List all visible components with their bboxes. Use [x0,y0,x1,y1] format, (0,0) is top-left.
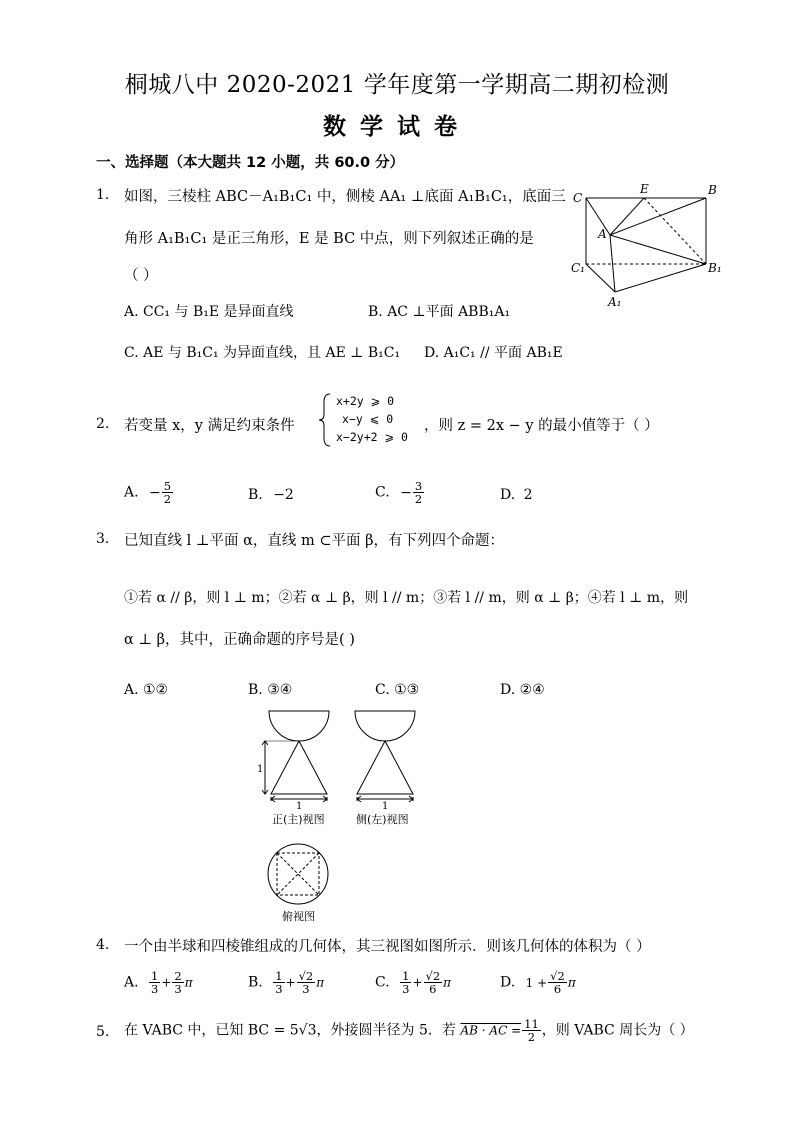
edge-ab [610,198,706,235]
question-3-option-b: B. ③④ [248,682,293,698]
front-hemisphere [269,711,329,741]
question-1-option-a: A. CC₁ 与 B₁E 是异面直线 [124,304,294,320]
edge-c1a1 [586,264,615,292]
question-4-option-b: B. $\frac{1}{3}$ + $\frac{√2}{3}$ π [248,969,325,997]
constraint-system [336,392,408,446]
document-title: 桐城八中 2020-2021 学年度第一学期高二期初检测 [124,72,670,98]
edge-ab1 [610,235,706,264]
question-2-tail: ，则 z = 2x − y 的最小值等于（ ） [424,418,659,434]
question-3-line-1: 已知直线 l ⊥平面 α，直线 m ⊂平面 β，有下列四个命题： [124,533,505,549]
question-2-lead: 若变量 x，y 满足约束条件 [124,418,295,434]
question-3-option-a: A. ①② [124,682,169,698]
constraint-1: x+2y ⩾ 0 [336,394,395,408]
side-hemisphere [355,711,415,741]
question-2-option-c: C. − $\frac{3}{2}$ [375,479,423,507]
question-3-option-d: D. ②④ [500,682,545,698]
question-3-line-2: ①若 α // β，则 l ⊥ m；②若 α ⊥ β，则 l // m；③若 l // m，则 α ⊥ β；④若 l ⊥ m，则 [124,590,689,606]
constraint-2: x−y ⩽ 0 [342,412,394,426]
question-1-line-2: 角形 A₁B₁C₁ 是正三角形，E 是 BC 中点，则下列叙述正确的是 [124,231,534,247]
section-heading: 一、选择题（本大题共 12 小题，共 60.0 分） [96,155,405,171]
document-subtitle: 数学试卷 [323,113,471,140]
question-1-option-c: C. AE 与 B₁C₁ 为异面直线，且 AE ⊥ B₁C₁ [124,345,401,361]
question-4-option-d: D. 1 + $\frac{√2}{6}$ π [500,969,576,997]
question-3-line-3: α ⊥ β，其中，正确命题的序号是( ) [124,632,355,648]
label-c: C [573,191,583,205]
side-width-label: 1 [382,801,389,812]
front-height-label: 1 [257,764,264,775]
side-view-caption: 侧(左)视图 [356,813,409,826]
label-a: A [598,227,607,241]
front-width-label: 1 [296,801,303,812]
question-5-line: 在 VABC 中，已知 BC = 5√3，外接圆半径为 5．若 AB · AC = $\frac{11}{2}$ ，则 VABC 周长为（ ） [124,1017,694,1045]
question-4-line-1: 一个由半球和四棱锥组成的几何体，其三视图如图所示．则该几何体的体积为（ ） [124,939,651,955]
question-1-line-1: 如图，三棱柱 ABC－A₁B₁C₁ 中，侧棱 AA₁ ⊥底面 A₁B₁C₁，底面三 [124,189,566,205]
question-2-option-d: D. 2 [500,487,533,503]
question-2-option-a: A. − $\frac{5}{2}$ [124,479,172,507]
question-5-number: 5. [96,1024,110,1040]
question-1-option-d: D. A₁C₁ // 平面 AB₁E [424,345,563,361]
prism-figure [570,180,730,315]
question-4-option-a: A. $\frac{1}{3}$ + $\frac{2}{3}$ π [124,969,193,997]
label-b: B [708,183,717,197]
question-3-option-c: C. ①③ [375,682,420,698]
question-4-number: 4. [96,937,110,953]
label-a1: A₁ [608,295,622,309]
question-2-number: 2. [96,416,110,432]
question-3-number: 3. [96,531,110,547]
label-b1: B₁ [708,261,722,275]
question-1-line-3: （ ） [124,268,158,284]
question-1-option-b: B. AC ⊥平面 ABB₁A₁ [368,304,511,320]
label-e: E [640,182,649,196]
front-pyramid [271,741,327,794]
label-c1: C₁ [571,261,585,275]
top-view-caption: 俯视图 [282,910,315,923]
edge-a1b1 [615,264,706,292]
question-1-number: 1. [96,187,110,203]
question-4-option-c: C. $\frac{1}{3}$ + $\frac{√2}{6}$ π [375,969,452,997]
question-2-option-b: B. −2 [248,487,294,503]
edge-ae [610,198,644,235]
side-pyramid [357,741,413,794]
front-view-caption: 正(主)视图 [272,813,325,826]
constraint-3: x−2y+2 ⩾ 0 [336,430,408,444]
edge-eb1-dashed [644,198,706,264]
vector-expression: AB · AC = [460,1023,522,1038]
constraint-brace [318,392,332,448]
